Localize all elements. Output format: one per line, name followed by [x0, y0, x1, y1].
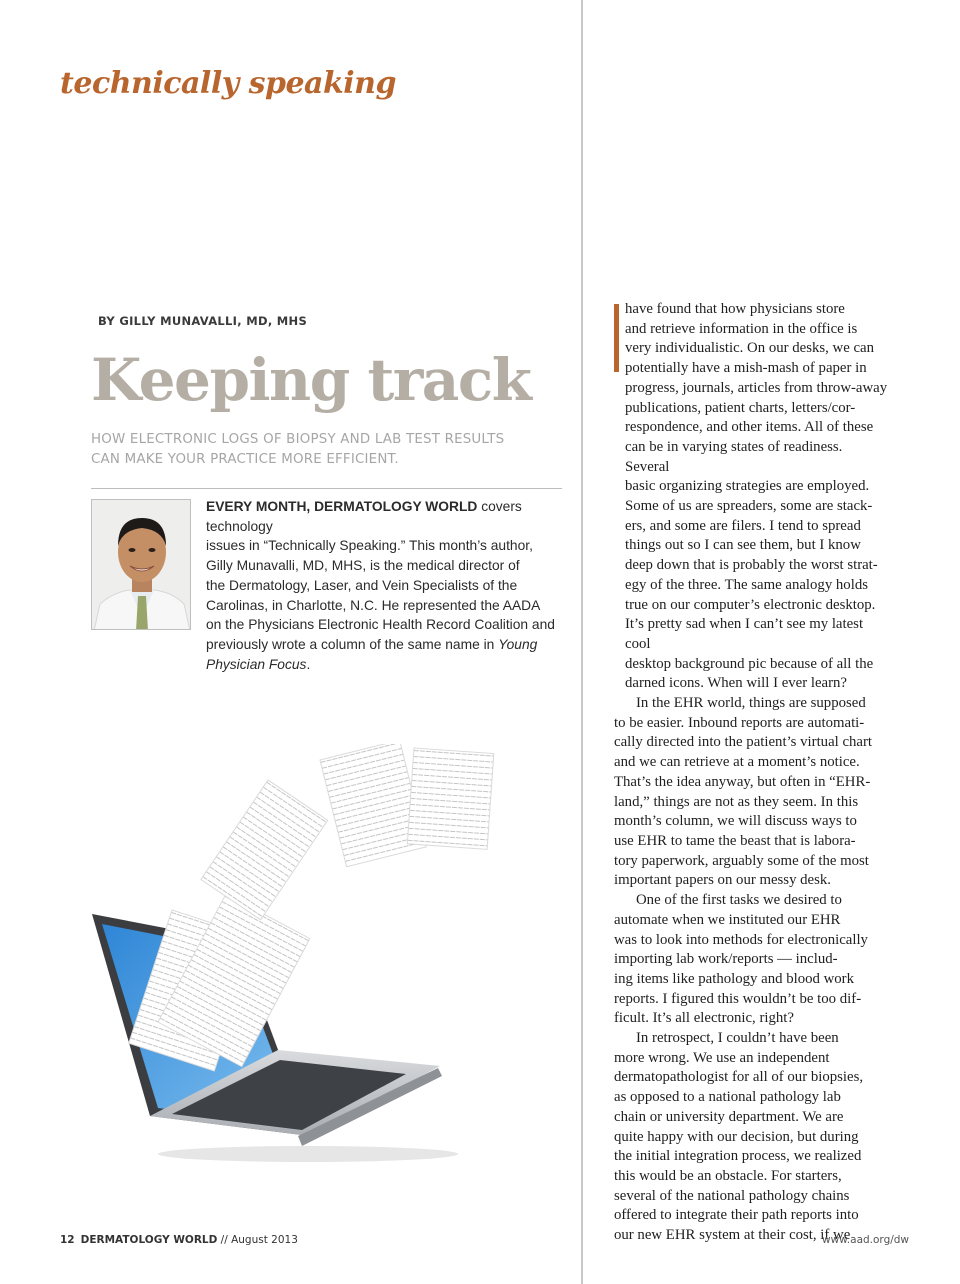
bio-end: . [306, 656, 311, 672]
bio-publication: Young Physician Focus [206, 636, 538, 672]
paragraph-2: In the EHR world, things are supposed to be easier. Inbound reports are automati- cally directed into the patient’s virtual chart and we can retrieve at a moment’s notice. That’s the idea anyway, but often in “EHR- land,” things are not as they seem. In this month’s column, we will discuss ways to use EHR to tame the beast that is labora- tory paperwork, arguably some of the most important papers on our messy desk. [614, 695, 873, 889]
paragraph-1: have found that how physicians store and retrieve information in the office is very individualistic. On our desks, we can potentially have a mish-mash of paper in progress, journals, articles from throw-away publications, patient charts, letters/cor- respondence, and other items. All of these can be in varying states of readiness. Several basic organizing strategies are employed. Some of us are spreaders, some are stack- ers, and some are filers. I tend to spread things out so I can see them, but I know deep down that is probably the worst strat- egy of the three. The same analogy holds true on our computer’s electronic desktop. It’s pretty sad when I can’t see my latest cool desktop background pic because of all the darned icons. When will I ever learn? [625, 301, 888, 692]
paragraph-3: One of the first tasks we desired to automate when we instituted our EHR was to look into methods for electronically importing lab work/reports — includ- ing items like pathology and blood work reports. I figured this wouldn’t be too dif- ficult. It’s all electronic, right? [614, 892, 868, 1027]
column-divider [581, 0, 583, 1284]
laptop-papers-illustration [88, 744, 548, 1174]
page-number: 12 [60, 1234, 75, 1246]
bio-divider [91, 488, 562, 489]
article-body [614, 300, 889, 1246]
headline: Keeping track [91, 346, 531, 414]
author-bio [206, 497, 566, 674]
issue-date: // August 2013 [217, 1234, 298, 1246]
section-label: technically speaking [60, 66, 396, 101]
bio-lead: EVERY MONTH, DERMATOLOGY WORLD [206, 499, 478, 514]
footer-left [60, 1234, 298, 1246]
paragraph-4: In retrospect, I couldn’t have been more wrong. We use an independent dermatopathologist for all of our biopsies, as opposed to a national pathology lab chain or university department. We are quite happy with our decision, but during the initial integration process, we realized this would be an obstacle. For starters, several of the national pathology chains offered to integrate their path reports into our new EHR system at their cost, if we [614, 1030, 864, 1244]
magazine-name: DERMATOLOGY WORLD [80, 1234, 218, 1246]
deck: HOW ELECTRONIC LOGS OF BIOPSY AND LAB TEST RESULTS CAN MAKE YOUR PRACTICE MORE EFFICIENT. [91, 432, 505, 467]
byline: BY GILLY MUNAVALLI, MD, MHS [98, 314, 308, 328]
bio-text: covers technology issues in “Technically Speaking.” This month’s author, Gilly Munavalli, MD, MHS, is the medical director of the Dermatology, Laser, and Vein Specialists of the Carolinas, in Charlotte, N.C. He represented the AADA on the Physicians Electronic Health Record Coalition and previously wrote a column of the same name in [206, 499, 555, 652]
author-photo [91, 499, 191, 630]
footer-url[interactable]: www.aad.org/dw [822, 1234, 910, 1246]
